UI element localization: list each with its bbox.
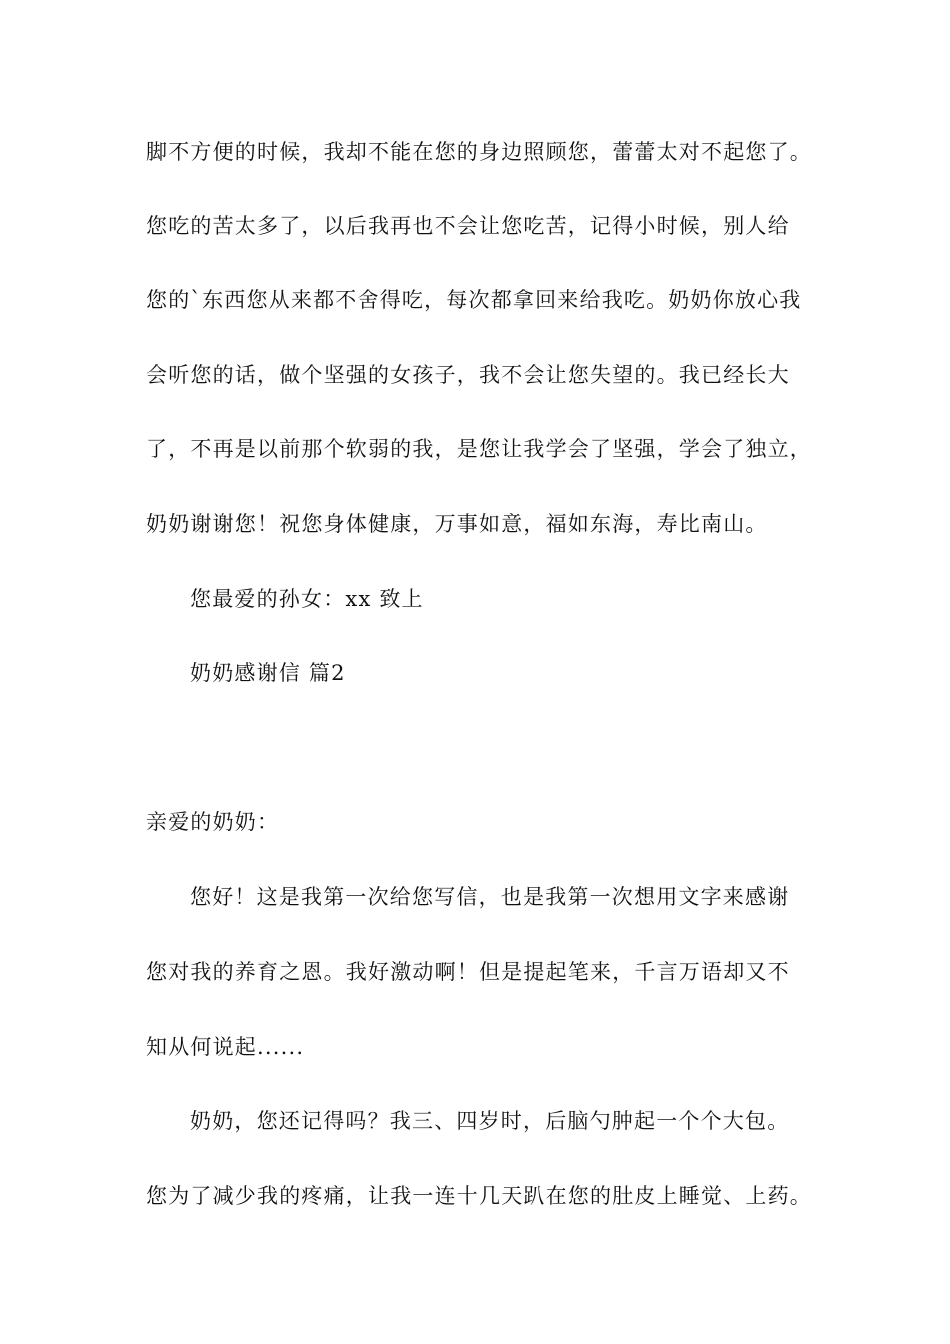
body-text-line: 您好！这是我第一次给您写信，也是我第一次想用文字来感谢 (190, 885, 790, 909)
body-text-line: 会听您的话，做个坚强的女孩子，我不会让您失望的。我已经长大 (146, 363, 790, 387)
body-text-line: 了，不再是以前那个软弱的我，是您让我学会了坚强，学会了独立， (146, 437, 812, 461)
body-text-line: 您为了减少我的疼痛，让我一连十几天趴在您的肚皮上睡觉、上药。 (146, 1184, 812, 1208)
body-text-line: 知从何说起...... (146, 1035, 305, 1059)
greeting-line: 亲爱的奶奶： (146, 810, 280, 834)
body-text-line: 奶奶，您还记得吗？我三、四岁时，后脑勺肿起一个个大包。 (190, 1109, 790, 1133)
section-title: 奶奶感谢信 篇2 (190, 661, 346, 685)
signature-line: 您最爱的孙女：xx 致上 (190, 587, 424, 611)
body-text-line: 您对我的养育之恩。我好激动啊！但是提起笔来，千言万语却又不 (146, 960, 790, 984)
body-text-line: 脚不方便的时候，我却不能在您的身边照顾您，蕾蕾太对不起您了。 (146, 140, 812, 164)
body-text-line: 您吃的苦太多了，以后我再也不会让您吃苦，记得小时候，别人给 (146, 214, 790, 238)
body-text-line: 您的`东西您从来都不舍得吃，每次都拿回来给我吃。奶奶你放心我 (146, 288, 802, 312)
body-text-line: 奶奶谢谢您！祝您身体健康，万事如意，福如东海，寿比南山。 (146, 512, 768, 536)
